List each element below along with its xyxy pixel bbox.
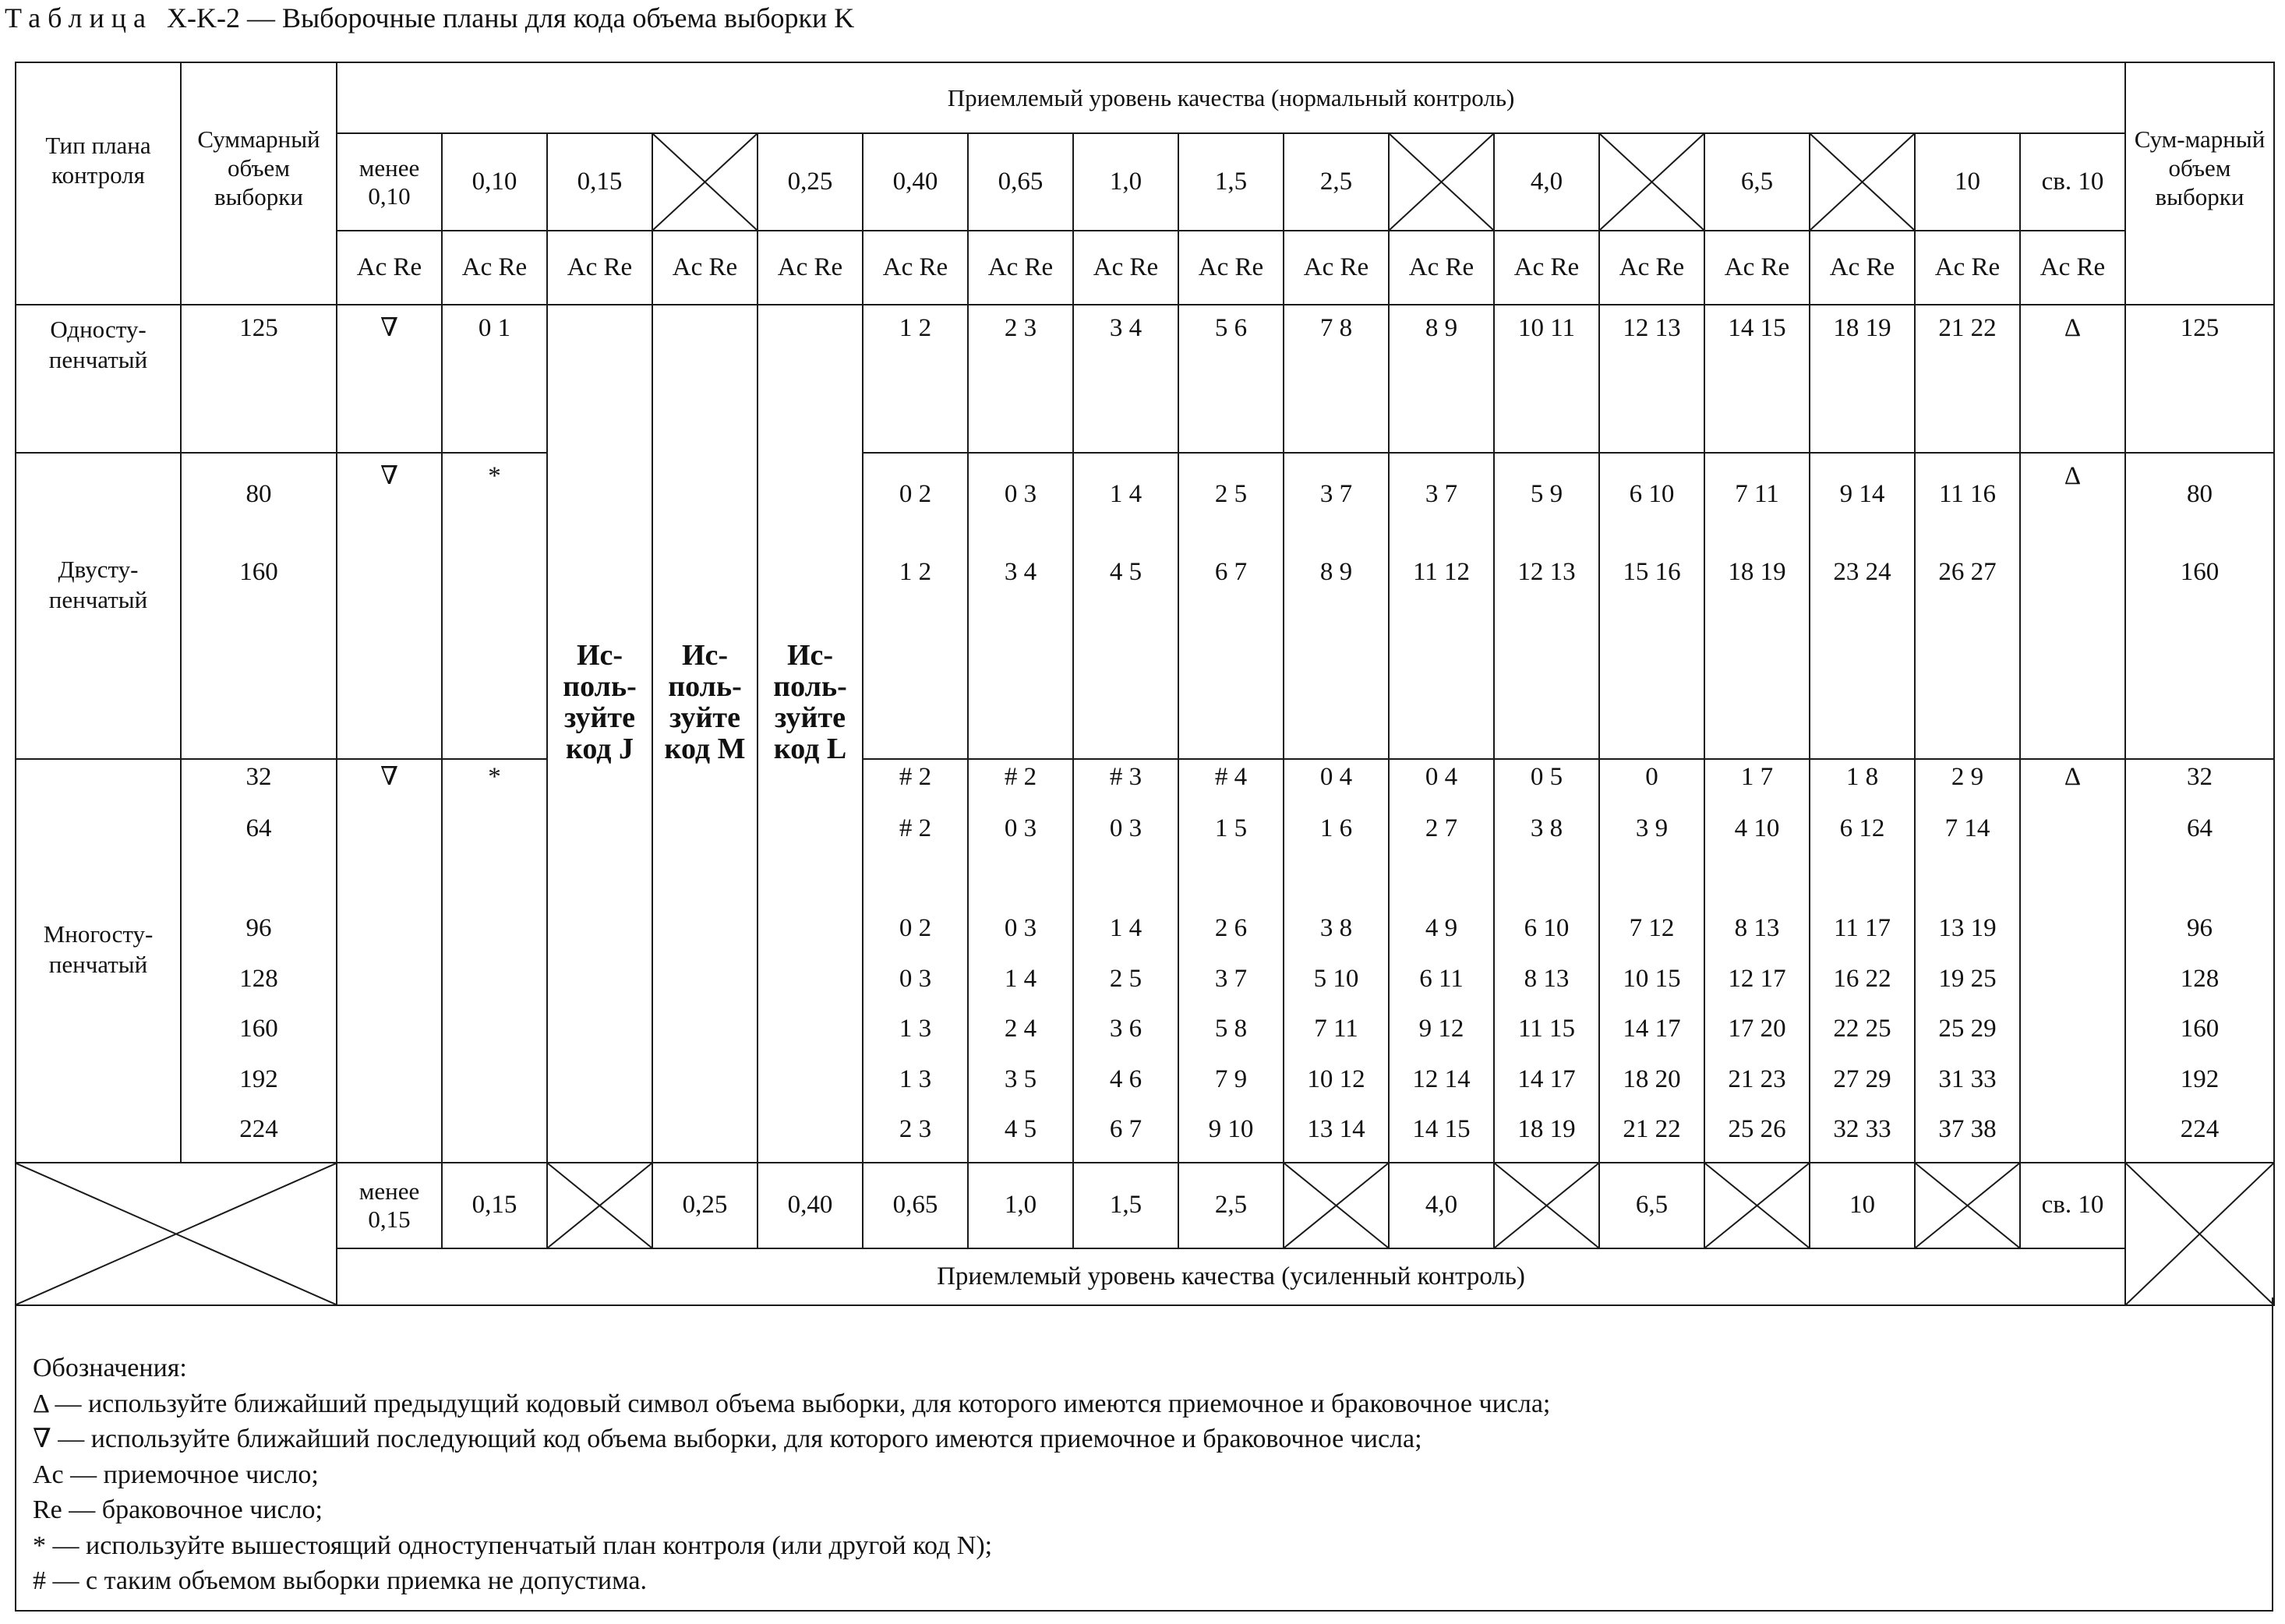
- crossed-corner-right: [2125, 1163, 2274, 1305]
- double-values: [1704, 453, 1810, 759]
- ac-re-label: Ac Re: [1389, 231, 1494, 305]
- cell-value: # 2: [1004, 763, 1037, 791]
- cell-value: 26 27: [1938, 558, 1997, 586]
- cell-value: 6 12: [1839, 814, 1885, 842]
- multiple-col-16: [2020, 759, 2125, 1163]
- cell-value: 0 2: [899, 480, 932, 508]
- crossed-aql-cell: [652, 133, 758, 231]
- cross-out-mark: [653, 134, 757, 230]
- cell-value: 11 16: [1938, 480, 1997, 508]
- cell-value: 21 22: [1623, 1115, 1681, 1143]
- cell-value: 2 5: [1109, 965, 1142, 993]
- cell-value: 25 26: [1728, 1115, 1786, 1143]
- ac-re-label: Ac Re: [863, 231, 968, 305]
- ac-re-label: Ac Re: [1915, 231, 2020, 305]
- multiple-sample-sizes-right: [2125, 759, 2274, 1163]
- cell-value: 12 13: [1517, 558, 1576, 586]
- cell-value: 31 33: [1938, 1065, 1997, 1093]
- cell-value: 160: [2180, 558, 2220, 586]
- double-values: [1284, 453, 1389, 759]
- cell-value: 1 7: [1740, 763, 1774, 791]
- table-row: [16, 1163, 2274, 1248]
- double-values: [1494, 453, 1599, 759]
- cell-value: 80: [2187, 480, 2213, 508]
- cross-out-mark: [1916, 1163, 2019, 1248]
- double-values: [1915, 453, 2020, 759]
- multiple-values: [1073, 759, 1178, 1163]
- title-prefix: Таблица: [5, 2, 153, 34]
- tightened-aql-value: менее 0,15: [337, 1163, 442, 1248]
- tightened-aql-value: 10: [1810, 1163, 1915, 1248]
- cell-value: 0 3: [899, 965, 932, 993]
- sampling-plan-table: [15, 62, 2275, 1306]
- cell-value: 4 9: [1425, 914, 1458, 942]
- cell-value: 0 5: [1530, 763, 1563, 791]
- cell-value: 2 9: [1951, 763, 1984, 791]
- cell-value: 96: [245, 914, 272, 942]
- ac-re-label: Ac Re: [652, 231, 758, 305]
- cell-value: 64: [245, 814, 272, 842]
- single-value: 21 22: [1915, 305, 2020, 453]
- cell-value: 3 7: [1319, 480, 1353, 508]
- cell-value: 9 12: [1418, 1015, 1464, 1043]
- cell-value: 1 5: [1214, 814, 1248, 842]
- cell-value: 32: [245, 763, 272, 791]
- legend-line: Δ — используйте ближайший предыдущий кодовый символ объема выборки, для которого имеются приемочное и браковочное числа;: [33, 1389, 1551, 1418]
- double-sample-sizes: [181, 453, 337, 759]
- cell-value: 5 8: [1214, 1015, 1248, 1043]
- cell-value: 22 25: [1833, 1015, 1891, 1043]
- use-code-j: Ис-поль-зуйте код J: [547, 305, 652, 1163]
- cell-value: 8 13: [1734, 914, 1780, 942]
- single-value: 14 15: [1704, 305, 1810, 453]
- cell-value: 224: [2180, 1115, 2220, 1143]
- single-value: 10 11: [1494, 305, 1599, 453]
- cell-value: 1 3: [899, 1015, 932, 1043]
- cell-value: 21 23: [1728, 1065, 1786, 1093]
- cell-value: 6 7: [1109, 1115, 1142, 1143]
- cell-value: # 2: [899, 763, 932, 791]
- legend-line: Обозначения:: [33, 1354, 187, 1382]
- cell-value: 10 15: [1623, 965, 1681, 993]
- crossed-aql-cell: [1284, 1163, 1389, 1248]
- tightened-aql-value: 6,5: [1599, 1163, 1704, 1248]
- double-col-0: ∇: [337, 453, 442, 759]
- cell-value: 12 17: [1728, 965, 1786, 993]
- cell-value: 3 7: [1425, 480, 1458, 508]
- multiple-values: [1915, 759, 2020, 1163]
- table-row: [16, 62, 2274, 133]
- single-plan-label: Односту-пенчатый: [16, 305, 181, 453]
- cell-value: 32: [2187, 763, 2213, 791]
- multiple-col-0: [337, 759, 442, 1163]
- aql-value: 0,10: [442, 133, 547, 231]
- cell-value: 5 9: [1530, 480, 1563, 508]
- cell-value: 3 5: [1004, 1065, 1037, 1093]
- double-values: [1178, 453, 1284, 759]
- cross-out-mark: [1600, 134, 1704, 230]
- cell-value: 3 4: [1004, 558, 1037, 586]
- cell-value: 0: [1645, 763, 1658, 791]
- ac-re-label: Ac Re: [758, 231, 863, 305]
- legend-line: Ac — приемочное число;: [33, 1460, 319, 1489]
- crossed-corner-left: [16, 1163, 337, 1305]
- cell-value: 0 3: [1004, 814, 1037, 842]
- cell-value: 2 7: [1425, 814, 1458, 842]
- cell-value: 18 19: [1517, 1115, 1576, 1143]
- crossed-aql-cell: [1810, 133, 1915, 231]
- cell-value: 1 4: [1109, 914, 1142, 942]
- crossed-aql-cell: [547, 1163, 652, 1248]
- double-col-16: Δ: [2020, 453, 2125, 759]
- cell-value: 18 20: [1623, 1065, 1681, 1093]
- cell-value: 3 9: [1635, 814, 1669, 842]
- cell-value: 13 19: [1938, 914, 1997, 942]
- table-row: [16, 231, 2274, 305]
- cell-value: *: [488, 763, 501, 791]
- single-value: 8 9: [1389, 305, 1494, 453]
- single-value: 7 8: [1284, 305, 1389, 453]
- cell-value: 2 4: [1004, 1015, 1037, 1043]
- tightened-aql-value: 0,40: [758, 1163, 863, 1248]
- table-row: [16, 133, 2274, 231]
- multiple-values: [1810, 759, 1915, 1163]
- cell-value: 1 2: [899, 558, 932, 586]
- cell-value: 25 29: [1938, 1015, 1997, 1043]
- ac-re-label: Ac Re: [1284, 231, 1389, 305]
- multiple-values: [968, 759, 1073, 1163]
- table-body: [16, 62, 2274, 1305]
- multiple-sample-sizes: [181, 759, 337, 1163]
- double-values: [968, 453, 1073, 759]
- cross-out-mark: [1284, 1163, 1388, 1248]
- cell-value: 4 5: [1004, 1115, 1037, 1143]
- cell-value: 4 10: [1734, 814, 1780, 842]
- cell-value: 7 11: [1735, 480, 1779, 508]
- cell-value: 12 14: [1412, 1065, 1471, 1093]
- cell-value: 0 4: [1425, 763, 1458, 791]
- aql-value: 1,0: [1073, 133, 1178, 231]
- cell-value: 0 2: [899, 914, 932, 942]
- cell-value: 1 4: [1004, 965, 1037, 993]
- single-value: 3 4: [1073, 305, 1178, 453]
- double-values: [863, 453, 968, 759]
- aql-value: 1,5: [1178, 133, 1284, 231]
- cell-value: 0 3: [1109, 814, 1142, 842]
- cell-value: 6 11: [1419, 965, 1464, 993]
- cell-value: # 4: [1214, 763, 1248, 791]
- ac-re-label: Ac Re: [1073, 231, 1178, 305]
- crossed-aql-cell: [1599, 133, 1704, 231]
- cum-size-header-right: Сум-марный объем выборки: [2125, 62, 2274, 305]
- cross-out-mark: [16, 1163, 336, 1304]
- cross-out-mark: [2126, 1163, 2273, 1304]
- cell-value: 224: [239, 1115, 278, 1143]
- cell-value: 6 10: [1629, 480, 1675, 508]
- double-values: [1389, 453, 1494, 759]
- aql-value: 0,25: [758, 133, 863, 231]
- tightened-aql-value: 4,0: [1389, 1163, 1494, 1248]
- multiple-col-1: [442, 759, 547, 1163]
- legend-line: # — с таким объемом выборки приемка не допустима.: [33, 1566, 647, 1595]
- multiple-values: [1178, 759, 1284, 1163]
- aql-value: св. 10: [2020, 133, 2125, 231]
- cell-value: 1 4: [1109, 480, 1142, 508]
- cell-value: 3 6: [1109, 1015, 1142, 1043]
- crossed-aql-cell: [1494, 1163, 1599, 1248]
- multiple-values: [1389, 759, 1494, 1163]
- legend: [15, 1297, 2273, 1612]
- use-code-m: Ис-поль-зуйте код M: [652, 305, 758, 1163]
- ac-re-label: Ac Re: [1810, 231, 1915, 305]
- title-text: X-K-2 — Выборочные планы для кода объема выборки K: [166, 2, 855, 34]
- aql-value: 4,0: [1494, 133, 1599, 231]
- aql-value: 6,5: [1704, 133, 1810, 231]
- cell-value: 96: [2187, 914, 2213, 942]
- cell-value: 37 38: [1938, 1115, 1997, 1143]
- aql-value: менее 0,10: [337, 133, 442, 231]
- cell-value: 14 15: [1412, 1115, 1471, 1143]
- table-row: [16, 453, 2274, 759]
- table-title: [5, 2, 854, 34]
- cell-value: 0 3: [1004, 480, 1037, 508]
- single-value: Δ: [2020, 305, 2125, 453]
- ac-re-label: Ac Re: [1178, 231, 1284, 305]
- ac-re-label: Ac Re: [442, 231, 547, 305]
- cell-value: 3 7: [1214, 965, 1248, 993]
- ac-re-label: Ac Re: [968, 231, 1073, 305]
- double-values: [1810, 453, 1915, 759]
- table-row: [16, 305, 2274, 453]
- cross-out-mark: [1390, 134, 1493, 230]
- cell-value: 3 8: [1319, 914, 1353, 942]
- crossed-aql-cell: [1704, 1163, 1810, 1248]
- cell-value: 9 10: [1208, 1115, 1254, 1143]
- cell-value: 8 9: [1319, 558, 1353, 586]
- ac-re-label: Ac Re: [337, 231, 442, 305]
- single-value: 0 1: [442, 305, 547, 453]
- cell-value: 5 10: [1313, 965, 1359, 993]
- cell-value: 7 11: [1314, 1015, 1358, 1043]
- double-values: [1073, 453, 1178, 759]
- aql-value: 0,15: [547, 133, 652, 231]
- cell-value: 1 3: [899, 1065, 932, 1093]
- cell-value: 6 7: [1214, 558, 1248, 586]
- aql-value: 2,5: [1284, 133, 1389, 231]
- tightened-aql-value: 1,5: [1073, 1163, 1178, 1248]
- single-value: 2 3: [968, 305, 1073, 453]
- aql-normal-header: Приемлемый уровень качества (нормальный контроль): [337, 62, 2125, 133]
- cell-value: 7 12: [1629, 914, 1675, 942]
- crossed-aql-cell: [1915, 1163, 2020, 1248]
- cell-value: 2 3: [899, 1115, 932, 1143]
- tightened-aql-value: 2,5: [1178, 1163, 1284, 1248]
- aql-value: 10: [1915, 133, 2020, 231]
- multiple-values: [863, 759, 968, 1163]
- cell-value: 192: [2180, 1065, 2220, 1093]
- single-value: 18 19: [1810, 305, 1915, 453]
- cell-value: 1 6: [1319, 814, 1353, 842]
- cell-value: 17 20: [1728, 1015, 1786, 1043]
- legend-line: ∇ — используйте ближайший последующий код объема выборки, для которого имеются приемочное и браковочное числа;: [33, 1425, 1422, 1453]
- cell-value: 64: [2187, 814, 2213, 842]
- cell-value: # 3: [1109, 763, 1142, 791]
- single-value: 5 6: [1178, 305, 1284, 453]
- cell-value: 6 10: [1524, 914, 1570, 942]
- cell-value: 160: [2180, 1015, 2220, 1043]
- cell-value: 80: [245, 480, 272, 508]
- cell-value: 0 3: [1004, 914, 1037, 942]
- single-value: ∇: [337, 305, 442, 453]
- cell-value: 23 24: [1833, 558, 1891, 586]
- aql-value: 0,40: [863, 133, 968, 231]
- cell-value: 27 29: [1833, 1065, 1891, 1093]
- plan-type-header: Тип плана контроля: [16, 62, 181, 305]
- tightened-aql-value: св. 10: [2020, 1163, 2125, 1248]
- single-sample-size-right: 125: [2125, 305, 2274, 453]
- cell-value: 14 17: [1623, 1015, 1681, 1043]
- legend-line: Re — браковочное число;: [33, 1495, 323, 1524]
- cell-value: 14 17: [1517, 1065, 1576, 1093]
- cell-value: 10 12: [1307, 1065, 1365, 1093]
- cell-value: 7 14: [1944, 814, 1990, 842]
- cell-value: 2 6: [1214, 914, 1248, 942]
- double-col-1: *: [442, 453, 547, 759]
- aql-value: 0,65: [968, 133, 1073, 231]
- crossed-aql-cell: [1389, 133, 1494, 231]
- cell-value: 16 22: [1833, 965, 1891, 993]
- cell-value: 0 4: [1319, 763, 1353, 791]
- cell-value: 160: [239, 1015, 278, 1043]
- cross-out-mark: [1495, 1163, 1598, 1248]
- ac-re-label: Ac Re: [547, 231, 652, 305]
- cell-value: 18 19: [1728, 558, 1786, 586]
- ac-re-label: Ac Re: [1599, 231, 1704, 305]
- cell-value: 160: [239, 558, 278, 586]
- double-values: [1599, 453, 1704, 759]
- cell-value: 128: [2180, 965, 2220, 993]
- single-sample-size: 125: [181, 305, 337, 453]
- tightened-aql-value: 1,0: [968, 1163, 1073, 1248]
- cell-value: 3 8: [1530, 814, 1563, 842]
- cell-value: ∇: [380, 763, 399, 791]
- cross-out-mark: [1810, 134, 1914, 230]
- cell-value: 9 14: [1839, 480, 1885, 508]
- single-value: 12 13: [1599, 305, 1704, 453]
- double-sample-sizes-right: [2125, 453, 2274, 759]
- use-code-l: Ис-поль-зуйте код L: [758, 305, 863, 1163]
- cell-value: 11 12: [1412, 558, 1471, 586]
- cell-value: 15 16: [1623, 558, 1681, 586]
- cell-value: 32 33: [1833, 1115, 1891, 1143]
- cell-value: 8 13: [1524, 965, 1570, 993]
- cell-value: 128: [239, 965, 278, 993]
- single-value: 1 2: [863, 305, 968, 453]
- legend-line: * — используйте вышестоящий одноступенчатый план контроля (или другой код N);: [33, 1530, 993, 1560]
- cell-value: 7 9: [1214, 1065, 1248, 1093]
- cell-value: 13 14: [1307, 1115, 1365, 1143]
- cell-value: Δ: [2064, 763, 2082, 791]
- cell-value: 192: [239, 1065, 278, 1093]
- aql-tightened-footer: Приемлемый уровень качества (усиленный контроль): [337, 1248, 2125, 1305]
- cell-value: 11 17: [1833, 914, 1891, 942]
- multiple-values: [1704, 759, 1810, 1163]
- multiple-plan-label: Многосту-пенчатый: [16, 759, 181, 1163]
- multiple-values: [1494, 759, 1599, 1163]
- cell-value: 1 8: [1845, 763, 1879, 791]
- tightened-aql-value: 0,15: [442, 1163, 547, 1248]
- tightened-aql-value: 0,25: [652, 1163, 758, 1248]
- multiple-values: [1599, 759, 1704, 1163]
- cell-value: 4 6: [1109, 1065, 1142, 1093]
- ac-re-label: Ac Re: [2020, 231, 2125, 305]
- cum-size-header-left: Суммарный объем выборки: [181, 62, 337, 305]
- ac-re-label: Ac Re: [1704, 231, 1810, 305]
- cross-out-mark: [548, 1163, 652, 1248]
- cell-value: 2 5: [1214, 480, 1248, 508]
- table-row: [16, 759, 2274, 1163]
- ac-re-label: Ac Re: [1494, 231, 1599, 305]
- cell-value: 4 5: [1109, 558, 1142, 586]
- tightened-aql-value: 0,65: [863, 1163, 968, 1248]
- cross-out-mark: [1705, 1163, 1809, 1248]
- cell-value: 19 25: [1938, 965, 1997, 993]
- multiple-values: [1284, 759, 1389, 1163]
- cell-value: # 2: [899, 814, 932, 842]
- double-plan-label: Двусту-пенчатый: [16, 453, 181, 759]
- cell-value: 11 15: [1517, 1015, 1576, 1043]
